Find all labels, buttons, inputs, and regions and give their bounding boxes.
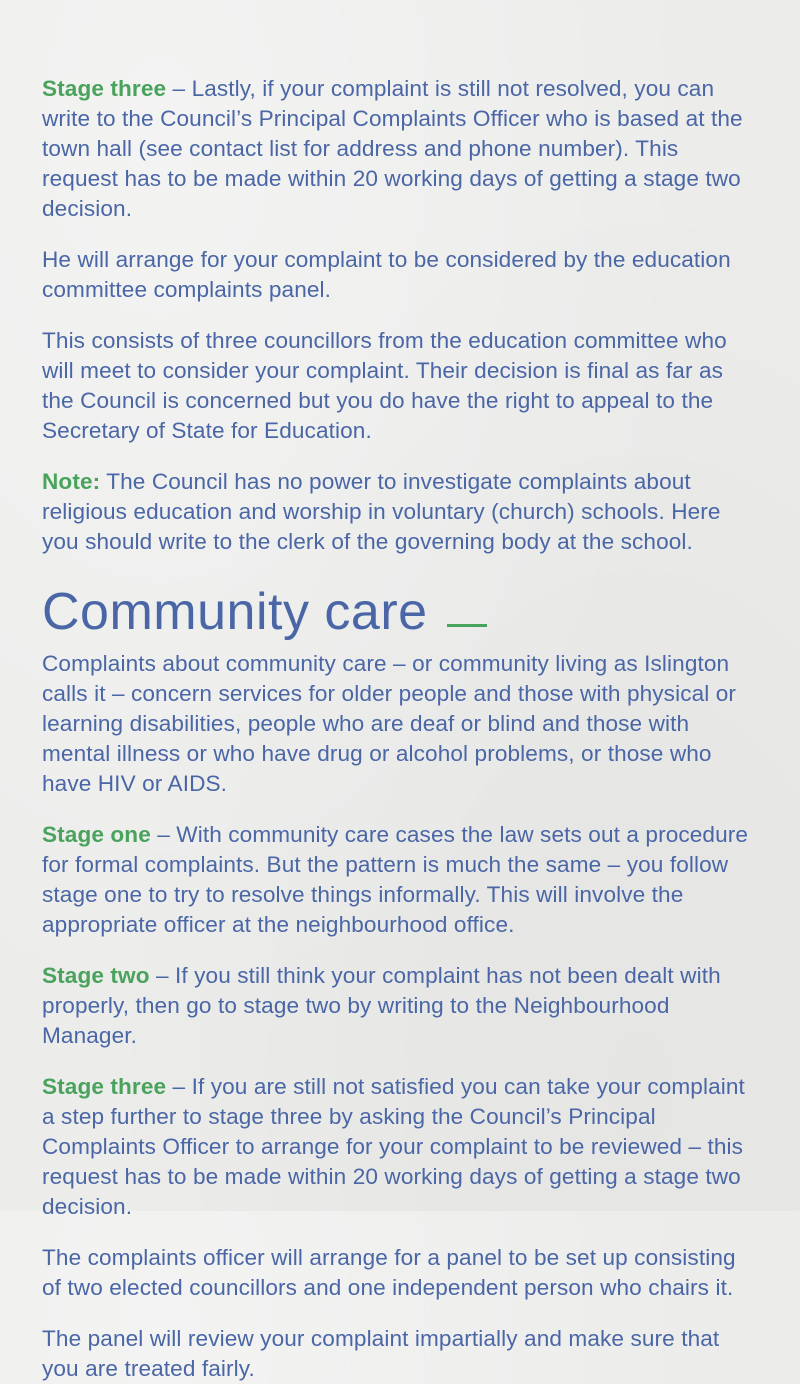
cc-stage-one-paragraph bbox=[42, 820, 760, 940]
heading-text: Community care bbox=[42, 583, 428, 641]
cc-stage-two-lead: Stage two bbox=[42, 963, 150, 988]
heading-dash bbox=[447, 624, 487, 627]
note-paragraph bbox=[42, 467, 760, 557]
cc-stage-two-paragraph bbox=[42, 961, 760, 1051]
cc-officer-paragraph: The complaints officer will arrange for a panel to be set up consisting of two elected councillors and one independent person who chairs it. bbox=[42, 1245, 736, 1300]
stage-three-lead: Stage three bbox=[42, 76, 167, 101]
note-lead: Note: bbox=[42, 469, 101, 494]
cc-stage-three-paragraph bbox=[42, 1072, 760, 1222]
cc-stage-one-lead: Stage one bbox=[42, 822, 151, 847]
cc-stage-three-text: – If you are still not satisfied you can take your complaint a step further to stage three by asking the Council’s Principal Complaints Officer to arrange for your complaint to be reviewed – this request has to be made within 20 working days of getting a stage two decision. bbox=[42, 1074, 745, 1219]
community-care-heading bbox=[42, 583, 760, 641]
panel-paragraph: He will arrange for your complaint to be considered by the education committee complaints panel. bbox=[42, 247, 731, 302]
cc-review-paragraph: The panel will review your complaint impartially and make sure that you are treated fairly. bbox=[42, 1326, 720, 1381]
community-care-intro: Complaints about community care – or community living as Islington calls it – concern services for older people and those with physical or learning disabilities, people who are deaf or blind and those with mental illness or who have drug or alcohol problems, or those who have HIV or AIDS. bbox=[42, 651, 737, 796]
note-text: The Council has no power to investigate complaints about religious education and worship in voluntary (church) schools. Here you should write to the clerk of the governing body at the school. bbox=[42, 469, 721, 554]
cc-stage-one-text: – With community care cases the law sets out a procedure for formal complaints. But the pattern is much the same – you follow stage one to try to resolve things informally. This will involve the appropriate officer at the neighbourhood office. bbox=[42, 822, 749, 937]
stage-three-paragraph bbox=[42, 74, 760, 224]
stage-three-text: – Lastly, if your complaint is still not resolved, you can write to the Council’s Principal Complaints Officer who is based at the town hall (see contact list for address and phone number). This request has to be made within 20 working days of getting a stage two decision. bbox=[42, 76, 743, 221]
cc-stage-three-lead: Stage three bbox=[42, 1074, 167, 1099]
councillors-paragraph: This consists of three councillors from the education committee who will meet to consider your complaint. Their decision is final as far as the Council is concerned but you do have the right to appeal to the Secretary of State for Education. bbox=[42, 328, 727, 443]
cc-stage-two-text: – If you still think your complaint has not been dealt with properly, then go to stage two by writing to the Neighbourhood Manager. bbox=[42, 963, 721, 1048]
